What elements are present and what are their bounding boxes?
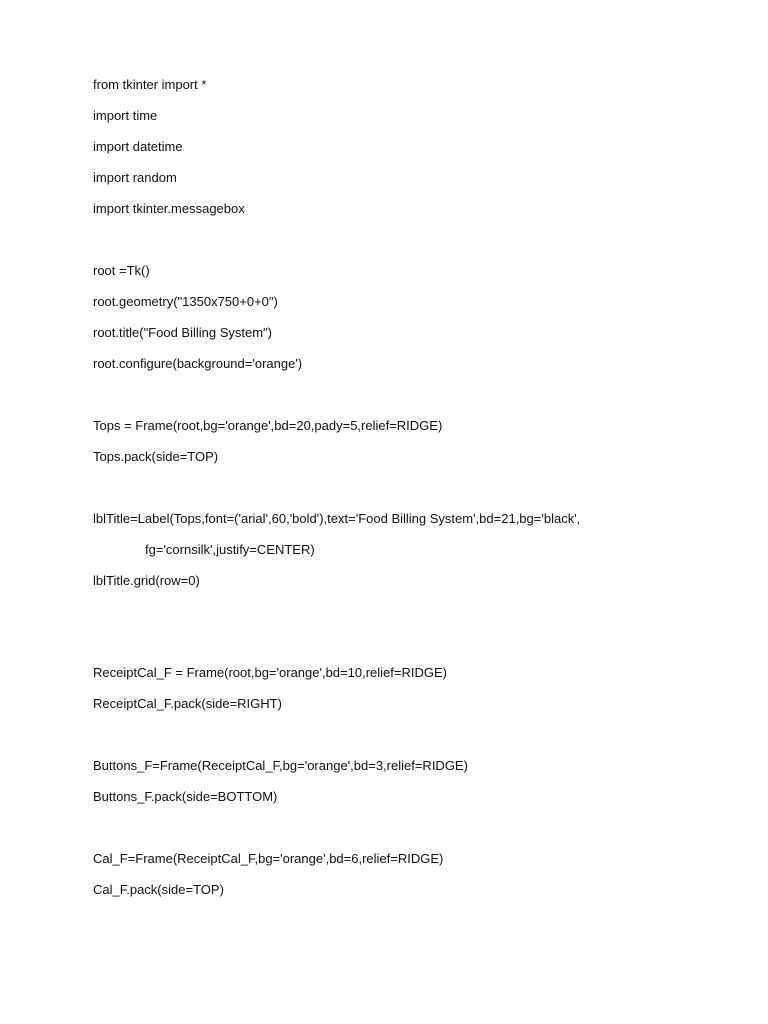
code-line: lblTitle.grid(row=0) [93, 573, 200, 588]
code-line: fg='cornsilk',justify=CENTER) [145, 542, 315, 557]
code-line: Tops.pack(side=TOP) [93, 449, 219, 464]
code-line: Tops = Frame(root,bg='orange',bd=20,pady=5,relief=RIDGE) [93, 418, 443, 433]
code-line: import tkinter.messagebox [93, 201, 245, 216]
code-line: import time [93, 108, 158, 123]
code-line: import random [93, 170, 177, 185]
code-line: import datetime [93, 139, 183, 154]
code-line: from tkinter import * [93, 77, 207, 92]
code-line: root.configure(background='orange') [93, 356, 303, 371]
code-line: Buttons_F.pack(side=BOTTOM) [93, 789, 278, 804]
code-line: Cal_F.pack(side=TOP) [93, 882, 224, 897]
code-line: root =Tk() [93, 263, 150, 278]
code-line: ReceiptCal_F = Frame(root,bg='orange',bd=10,relief=RIDGE) [93, 665, 447, 680]
code-line: root.title("Food Billing System") [93, 325, 273, 340]
code-line: Cal_F=Frame(ReceiptCal_F,bg='orange',bd=6,relief=RIDGE) [93, 851, 444, 866]
code-line: root.geometry("1350x750+0+0") [93, 294, 278, 309]
code-line: Buttons_F=Frame(ReceiptCal_F,bg='orange',bd=3,relief=RIDGE) [93, 758, 468, 773]
code-line: lblTitle=Label(Tops,font=('arial',60,'bold'),text='Food Billing System',bd=21,bg='black', [93, 511, 581, 526]
code-line: ReceiptCal_F.pack(side=RIGHT) [93, 696, 282, 711]
